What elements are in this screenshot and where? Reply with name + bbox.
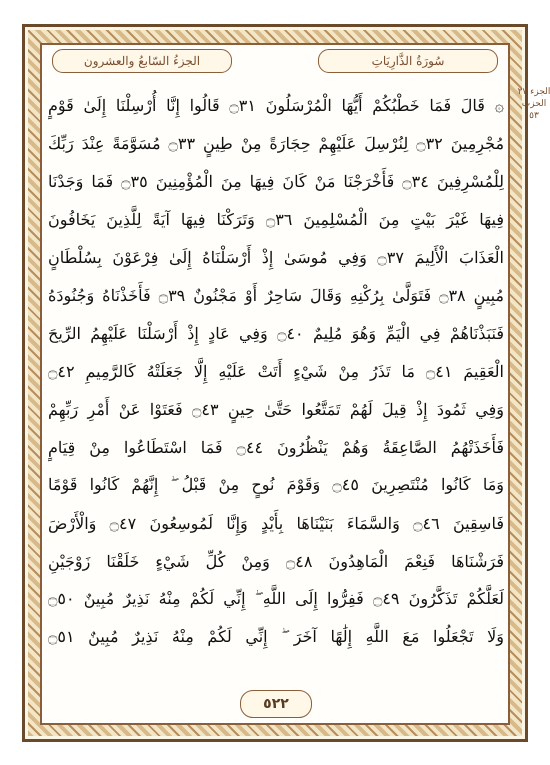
line-text: وَفِي ثَمُودَ إِذْ قِيلَ لَهُمْ تَمَتَّعُوا حَتَّىٰ حِينٍ ۝٤٣ فَعَتَوْا عَنْ أَمْرِ رَبِّهِمْ	[48, 399, 504, 419]
text-line	[48, 620, 504, 654]
text-line	[48, 544, 504, 578]
text-line	[48, 88, 504, 122]
quran-text-area	[48, 88, 504, 668]
surah-title: سُورَةُ الذَّارِيَاتِ	[318, 49, 498, 73]
text-line	[48, 126, 504, 160]
line-text: فَاسِقِينَ ۝٤٦ وَالسَّمَاءَ بَنَيْنَاهَا بِأَيْدٍ وَإِنَّا لَمُوسِعُونَ ۝٤٧ وَالْأَرْضَ	[48, 513, 504, 533]
page-number: ٥٢٢	[240, 690, 312, 718]
line-text: الْعَقِيمَ ۝٤١ مَا تَذَرُ مِنْ شَيْءٍ أَتَتْ عَلَيْهِ إِلَّا جَعَلَتْهُ كَالرَّمِيمِ ۝٤٢	[48, 361, 504, 381]
text-line	[48, 506, 504, 540]
text-line	[48, 202, 504, 236]
text-line	[48, 316, 504, 350]
juz-marker: الجزء ٢٧	[517, 87, 550, 97]
line-text: فَأَخَذَتْهُمُ الصَّاعِقَةُ وَهُمْ يَنْظُرُونَ ۝٤٤ فَمَا اسْتَطَاعُوا مِنْ قِيَامٍ	[48, 437, 504, 457]
juz-title: الجزءُ السّابعُ والعشرون	[52, 49, 232, 73]
line-text: فَرَشْنَاهَا فَنِعْمَ الْمَاهِدُونَ ۝٤٨ وَمِنْ كُلِّ شَيْءٍ خَلَقْنَا زَوْجَيْنِ	[48, 551, 504, 571]
text-line	[48, 582, 504, 616]
hizb-marker: الحزب ٥٣	[521, 99, 547, 121]
line-text: الْعَذَابَ الْأَلِيمَ ۝٣٧ وَفِي مُوسَىٰ إِذْ أَرْسَلْنَاهُ إِلَىٰ فِرْعَوْنَ بِسُلْطَانٍ	[48, 247, 504, 267]
line-text: ۞ قَالَ فَمَا خَطْبُكُمْ أَيُّهَا الْمُرْسَلُونَ ۝٣١ قَالُوا إِنَّا أُرْسِلْنَا إِلَىٰ قَوْمٍ	[48, 95, 504, 115]
text-line	[48, 240, 504, 274]
text-line	[48, 164, 504, 198]
line-text: لِلْمُسْرِفِينَ ۝٣٤ فَأَخْرَجْنَا مَنْ كَانَ فِيهَا مِنَ الْمُؤْمِنِينَ ۝٣٥ فَمَا وَجَدْنَا	[48, 171, 504, 191]
line-text: مُجْرِمِينَ ۝٣٢ لِنُرْسِلَ عَلَيْهِمْ حِجَارَةً مِنْ طِينٍ ۝٣٣ مُسَوَّمَةً عِنْدَ رَبِّكَ	[48, 133, 504, 153]
text-line	[48, 392, 504, 426]
text-line	[48, 354, 504, 388]
line-text: مُبِينٍ ۝٣٨ فَتَوَلَّىٰ بِرُكْنِهِ وَقَالَ سَاحِرٌ أَوْ مَجْنُونٌ ۝٣٩ فَأَخَذْنَاهُ وَجُنُودَهُ	[48, 285, 504, 305]
line-text: لَعَلَّكُمْ تَذَكَّرُونَ ۝٤٩ فَفِرُّوا إِلَى اللَّهِ ۖ إِنِّي لَكُمْ مِنْهُ نَذِيرٌ مُبِينٌ ۝٥٠	[48, 589, 504, 608]
page-header	[40, 43, 510, 77]
line-text: وَلَا تَجْعَلُوا مَعَ اللَّهِ إِلَٰهًا آخَرَ ۖ إِنِّي لَكُمْ مِنْهُ نَذِيرٌ مُبِينٌ ۝٥١	[48, 627, 504, 646]
text-line	[48, 468, 504, 502]
line-text: فَنَبَذْنَاهُمْ فِي الْيَمِّ وَهُوَ مُلِيمٌ ۝٤٠ وَفِي عَادٍ إِذْ أَرْسَلْنَا عَلَيْهِمُ الرِّيحَ	[48, 323, 504, 343]
text-line	[48, 278, 504, 312]
text-line	[48, 430, 504, 464]
juz-hizb-marker	[516, 86, 550, 122]
line-text: فِيهَا غَيْرَ بَيْتٍ مِنَ الْمُسْلِمِينَ ۝٣٦ وَتَرَكْنَا فِيهَا آيَةً لِلَّذِينَ يَخَافُونَ	[48, 209, 504, 229]
line-text: وَمَا كَانُوا مُنْتَصِرِينَ ۝٤٥ وَقَوْمَ نُوحٍ مِنْ قَبْلُ ۖ إِنَّهُمْ كَانُوا قَوْمًا	[48, 475, 504, 494]
